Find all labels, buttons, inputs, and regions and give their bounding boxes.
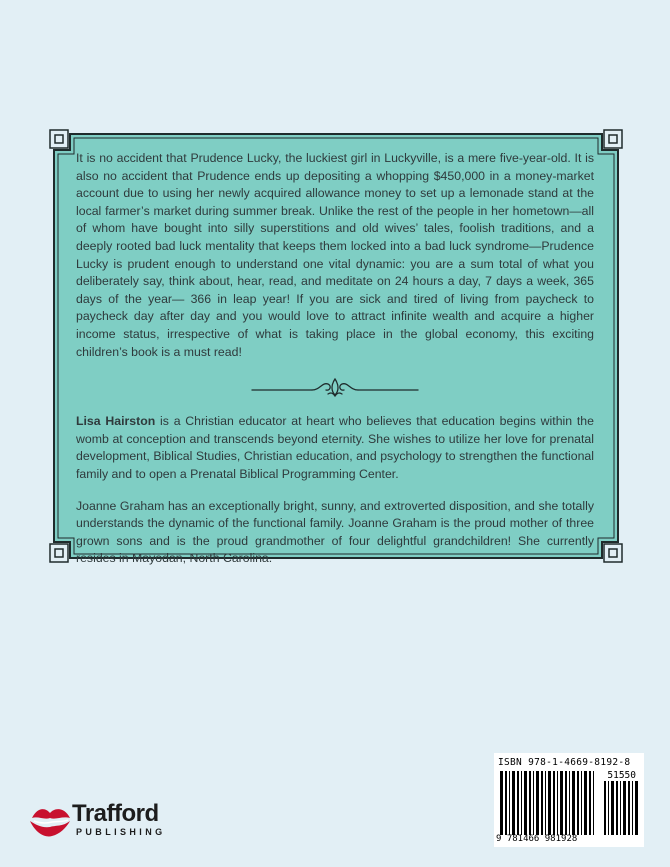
publisher-name: Trafford [72,800,159,827]
isbn-text: ISBN 978-1-4669-8192-8 [498,757,631,768]
ornament-divider [250,377,420,399]
barcode-number: 9 781466 981928 [496,834,578,844]
back-cover-panel [48,128,624,564]
price-code: 51550 [607,770,636,781]
panel-content [76,150,594,584]
publisher-tagline: PUBLISHING [76,827,166,837]
author-bio [76,413,594,483]
author-name: Lisa Hairston [76,414,156,429]
author-bio-text: is a Christian educator at heart who believes that education begins within the womb at conception and transcends beyond eternity. She wishes to utilize her love for prenatal development, Biblical Studies, Christian education, and psychology to strengthen the functional family and to open a Prenatal Biblical Programming Center. [76,414,594,481]
barcode-icon [494,753,644,847]
isbn-barcode-box [494,753,644,847]
publisher-logo [28,800,198,846]
trafford-lips-icon [28,800,72,840]
book-blurb: It is no accident that Prudence Lucky, the luckiest girl in Luckyville, is a mere five-year-old. It is also no accident that Prudence ends up depositing a whopping $450,000 in a money-market account due to using her newly acquired allowance money to set up a lemonade stand at the local farmer’s market during summer break. Unlike the rest of the people in her hometown—all of whom have bought into silly superstitions and old wives’ tales, foolish traditions, and a deeply rooted bad luck mentality that keeps them locked into a bad luck syndrome—Prudence Lucky is prudent enough to understand one vital dynamic: you are a sum total of what you deliberately say, think about, hear, read, and meditate on 24 hours a day, 7 days a week, 365 days of the year— 366 in leap year! If you are sick and tired of living from paycheck to paycheck day after day and you would love to attract infinite wealth and acquire a higher income status, irrespective of what is taking place in the global economy, this exciting children’s book is a must read! [76,151,594,359]
illustrator-bio: Joanne Graham has an exceptionally bright, sunny, and extroverted disposition, and she totally understands the dynamic of the functional family. Joanne Graham is the proud mother of three grown sons and is the proud grandmother of four delightful grandchildren! She currently resides in Mayodan, North Carolina. [76,498,594,566]
